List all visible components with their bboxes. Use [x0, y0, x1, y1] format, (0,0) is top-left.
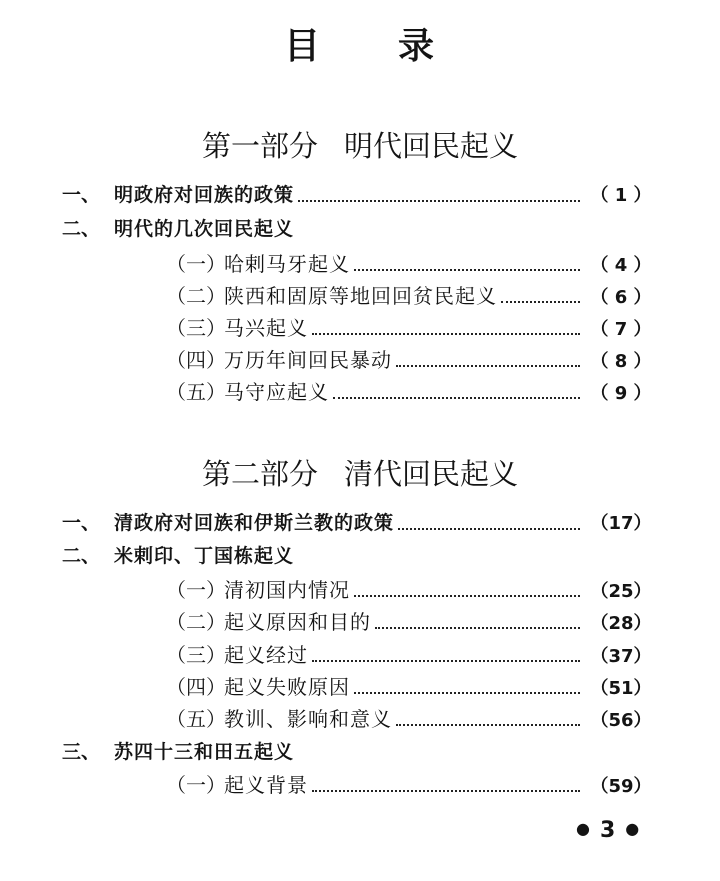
subsection-label: 马守应起义 — [224, 380, 329, 404]
subsection-number: （四） — [166, 675, 226, 699]
dot-leader — [354, 595, 580, 597]
dot-leader — [501, 301, 580, 303]
page-ref: （25） — [590, 581, 652, 602]
section-number: 二、 — [62, 218, 101, 240]
section-label: 苏四十三和田五起义 — [114, 741, 295, 763]
toc-subentry[interactable] — [166, 249, 658, 279]
dot-leader — [396, 724, 580, 726]
dot-leader — [398, 528, 580, 530]
dot-leader — [333, 397, 580, 399]
subsection-number: （一） — [166, 773, 226, 797]
dot-leader — [354, 269, 580, 271]
page-ref: （59） — [590, 776, 652, 797]
subsection-label: 万历年间回民暴动 — [224, 348, 392, 372]
page-ref: （ 9 ） — [590, 383, 652, 404]
part-label: 第二部分 — [201, 457, 318, 491]
page-ref: （17） — [590, 513, 652, 534]
toc-subentry[interactable] — [166, 770, 658, 800]
page-ref: （ 4 ） — [590, 255, 652, 276]
part-title: 明代回民起义 — [344, 129, 519, 163]
page-ref: （ 1 ） — [590, 185, 652, 206]
toc-subentry[interactable] — [166, 640, 658, 670]
page-title — [0, 18, 720, 69]
section-number: 三、 — [62, 741, 101, 763]
toc-subentry[interactable] — [166, 607, 658, 637]
bullet-dot: ● — [576, 819, 590, 838]
page-ref: （56） — [590, 710, 652, 731]
toc-subentry[interactable] — [166, 377, 658, 407]
part-title: 清代回民起义 — [344, 457, 519, 491]
toc-subentry[interactable] — [166, 672, 658, 702]
page-number-text: 3 — [599, 818, 616, 843]
dot-leader — [354, 692, 580, 694]
toc-entry[interactable] — [62, 737, 658, 767]
page-ref: （51） — [590, 678, 652, 699]
page-ref: （37） — [590, 646, 652, 667]
subsection-label: 马兴起义 — [224, 316, 308, 340]
page-ref: （28） — [590, 613, 652, 634]
dot-leader — [312, 333, 580, 335]
subsection-label: 清初国内情况 — [224, 578, 350, 602]
page-number — [566, 818, 649, 843]
section-label: 米剌印、丁国栋起义 — [114, 545, 295, 567]
subsection-label: 起义失败原因 — [224, 675, 350, 699]
subsection-number: （三） — [166, 643, 226, 667]
subsection-number: （五） — [166, 380, 226, 404]
part-heading — [0, 124, 720, 165]
subsection-label: 哈剌马牙起义 — [224, 252, 350, 276]
dot-leader — [312, 790, 580, 792]
section-label: 明政府对回族的政策 — [114, 184, 295, 206]
dot-leader — [375, 627, 580, 629]
section-label: 清政府对回族和伊斯兰教的政策 — [114, 512, 395, 534]
toc-subentry[interactable] — [166, 281, 658, 311]
dot-leader — [298, 200, 580, 202]
subsection-label: 教训、影响和意义 — [224, 707, 392, 731]
subsection-label: 起义经过 — [224, 643, 308, 667]
section-number: 一、 — [62, 512, 101, 534]
subsection-label: 陕西和固原等地回回贫民起义 — [224, 284, 497, 308]
subsection-label: 起义原因和目的 — [224, 610, 371, 634]
subsection-number: （一） — [166, 578, 226, 602]
subsection-number: （四） — [166, 348, 226, 372]
section-label: 明代的几次回民起义 — [114, 218, 295, 240]
toc-subentry[interactable] — [166, 575, 658, 605]
page-ref: （ 7 ） — [590, 319, 652, 340]
dot-leader — [312, 660, 580, 662]
section-number: 一、 — [62, 184, 101, 206]
subsection-number: （一） — [166, 252, 226, 276]
subsection-label: 起义背景 — [224, 773, 308, 797]
toc-entry[interactable] — [62, 508, 658, 538]
section-number: 二、 — [62, 545, 101, 567]
page-title-text: 目 录 — [283, 25, 436, 67]
toc-entry[interactable] — [62, 541, 658, 571]
part-heading — [0, 452, 720, 493]
toc-entry[interactable] — [62, 180, 658, 210]
part-label: 第一部分 — [201, 129, 318, 163]
subsection-number: （二） — [166, 610, 226, 634]
subsection-number: （三） — [166, 316, 226, 340]
toc-subentry[interactable] — [166, 704, 658, 734]
toc-subentry[interactable] — [166, 313, 658, 343]
subsection-number: （五） — [166, 707, 226, 731]
dot-leader — [396, 365, 580, 367]
page-ref: （ 6 ） — [590, 287, 652, 308]
toc-subentry[interactable] — [166, 345, 658, 375]
subsection-number: （二） — [166, 284, 226, 308]
bullet-dot: ● — [625, 819, 640, 838]
page-ref: （ 8 ） — [590, 351, 652, 372]
toc-entry[interactable] — [62, 214, 658, 244]
